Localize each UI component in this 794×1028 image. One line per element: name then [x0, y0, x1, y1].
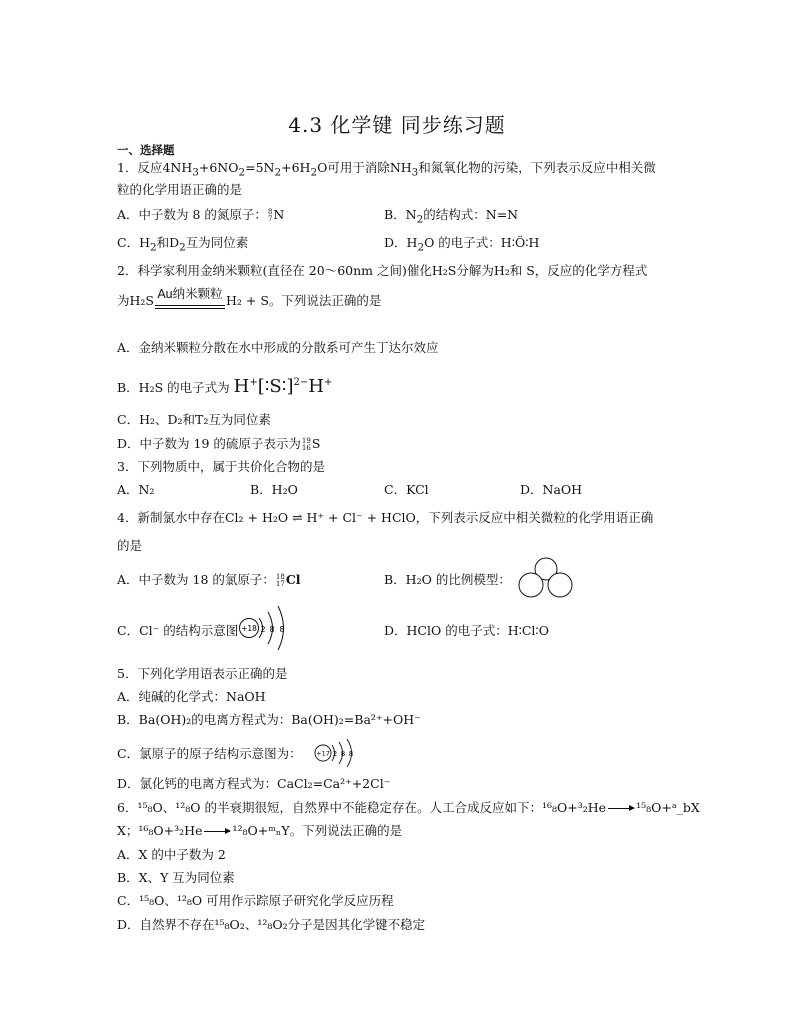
q4-option-a[interactable]: A．中子数为 18 的氯原子： 18 17 Cl	[117, 572, 301, 588]
q6-option-a[interactable]: A．X 的中子数为 2	[117, 847, 226, 862]
shell-count-2: 8	[340, 750, 346, 758]
shell-count-3: 8	[279, 625, 285, 634]
h2s-electron-formula: H+[∶S∶]$^{2-}$H+	[233, 376, 333, 397]
q1-stem-line2: 粒的化学用语正确的是	[117, 182, 243, 197]
q4-stem-line2: 的是	[117, 538, 143, 553]
shell-count-2: 8	[269, 625, 275, 634]
q3-option-c[interactable]: C．KCl	[384, 482, 429, 497]
q6-stem-line2: X；¹⁶₈O+³₂He ¹²₈O+ᵐₙY。下列说法正确的是	[117, 823, 403, 838]
q1-option-c[interactable]: C．$H_2$和$D_2$互为同位素	[117, 235, 249, 254]
shell-count-3: 8	[348, 750, 354, 758]
q5-option-b[interactable]: B．Ba(OH)₂的电离方程式为：Ba(OH)₂=Ba²⁺+OH⁻	[117, 712, 421, 727]
q4-option-c[interactable]: C．Cl⁻ 的结构示意图	[117, 623, 239, 638]
q3-stem: 3．下列物质中，属于共价化合物的是	[117, 459, 325, 474]
section-heading: 一、选择题	[117, 143, 175, 157]
q6-stem-line1: 6．¹⁵₈O、¹²₈O 的半衰期很短，自然界中不能稳定存在。人工合成反应如下：¹⁶₈O+³₂He ¹⁵₈O+ᵃ_bX	[117, 800, 700, 815]
q6-option-d[interactable]: D．自然界不存在¹⁵₈O₂、¹²₈O₂分子是因其化学键不稳定	[117, 917, 426, 932]
q3-option-a[interactable]: A．N₂	[117, 482, 155, 497]
hclo-electron-formula: H∶Cl∶O	[507, 623, 549, 638]
q4-stem-line1: 4．新制氯水中存在Cl₂ + H₂O ⇌ H⁺ + Cl⁻ + HClO，下列表示反应中相关微粒的化学用语正确	[117, 510, 654, 525]
h2o-electron-formula: H∶Ö∶H	[500, 235, 540, 250]
q2-option-b[interactable]: B．H₂S 的电子式为 H+[∶S∶]$^{2-}$H+	[117, 376, 333, 397]
q5-stem: 5．下列化学用语表示正确的是	[117, 666, 288, 681]
q6-option-b[interactable]: B．X、Y 互为同位素	[117, 870, 235, 885]
catalyst-arrow: Au纳米颗粒	[155, 288, 225, 314]
chloride-ion-structure-diagram	[238, 604, 298, 652]
h2o-space-filling-model	[516, 556, 576, 600]
chlorine-atom-structure-diagram	[313, 738, 363, 768]
q2-option-c[interactable]: C．H₂、D₂和T₂互为同位素	[117, 412, 271, 427]
q2-option-d[interactable]: D．中子数为 19 的硫原子表示为 19 16 S	[117, 436, 321, 452]
q1-option-d[interactable]: D．$H_2O$ 的电子式：H∶Ö∶H	[384, 235, 540, 254]
q4-option-d[interactable]: D．HClO 的电子式：H∶Cl∶O	[384, 623, 549, 638]
page-title: 4.3 化学键 同步练习题	[288, 113, 506, 137]
chlorine-water-equilibrium: Cl₂ + H₂O ⇌ H⁺ + Cl⁻ + HClO	[224, 510, 416, 525]
q5-option-c[interactable]: C．氯原子的原子结构示意图为：	[117, 746, 302, 761]
q2-stem-line2: 为H₂S Au纳米颗粒 H₂ + S。下列说法正确的是	[117, 288, 381, 314]
q3-option-b[interactable]: B．H₂O	[250, 482, 298, 497]
q1-stem-line1: 1．反应$4NH_3+6NO_2=5N_2+6H_2O$可用于消除$NH_3$和氮氧化物的污染，下列表示反应中相关微	[117, 160, 656, 179]
q1-option-a[interactable]: A．中子数为 8 的氮原子： 8 7 N	[117, 207, 285, 223]
q4-option-b[interactable]: B．H₂O 的比例模型：	[384, 572, 511, 587]
q5-option-a[interactable]: A．纯碱的化学式：NaOH	[117, 689, 266, 704]
shell-count-1: 2	[260, 625, 266, 634]
q3-option-d[interactable]: D．NaOH	[520, 482, 583, 497]
q5-option-d[interactable]: D．氯化钙的电离方程式为：CaCl₂=Ca²⁺+2Cl⁻	[117, 776, 391, 791]
reaction-arrow	[204, 831, 230, 832]
shell-count-1: 2	[332, 750, 338, 758]
q2-stem-line1: 2．科学家利用金纳米颗粒(直径在 20～60nm 之间)催化H₂S分解为H₂和 S，反应的化学方程式	[117, 263, 648, 278]
q1-option-b[interactable]: B．$N_2$的结构式：N=N	[384, 207, 519, 226]
nucleus-charge: +17	[316, 749, 330, 758]
reaction-arrow	[608, 808, 634, 809]
q6-option-c[interactable]: C．¹⁵₈O、¹²₈O 可用作示踪原子研究化学反应历程	[117, 893, 394, 908]
q2-option-a[interactable]: A．金纳米颗粒分散在水中形成的分散系可产生丁达尔效应	[117, 340, 439, 355]
nucleus-charge: +18	[241, 624, 257, 633]
